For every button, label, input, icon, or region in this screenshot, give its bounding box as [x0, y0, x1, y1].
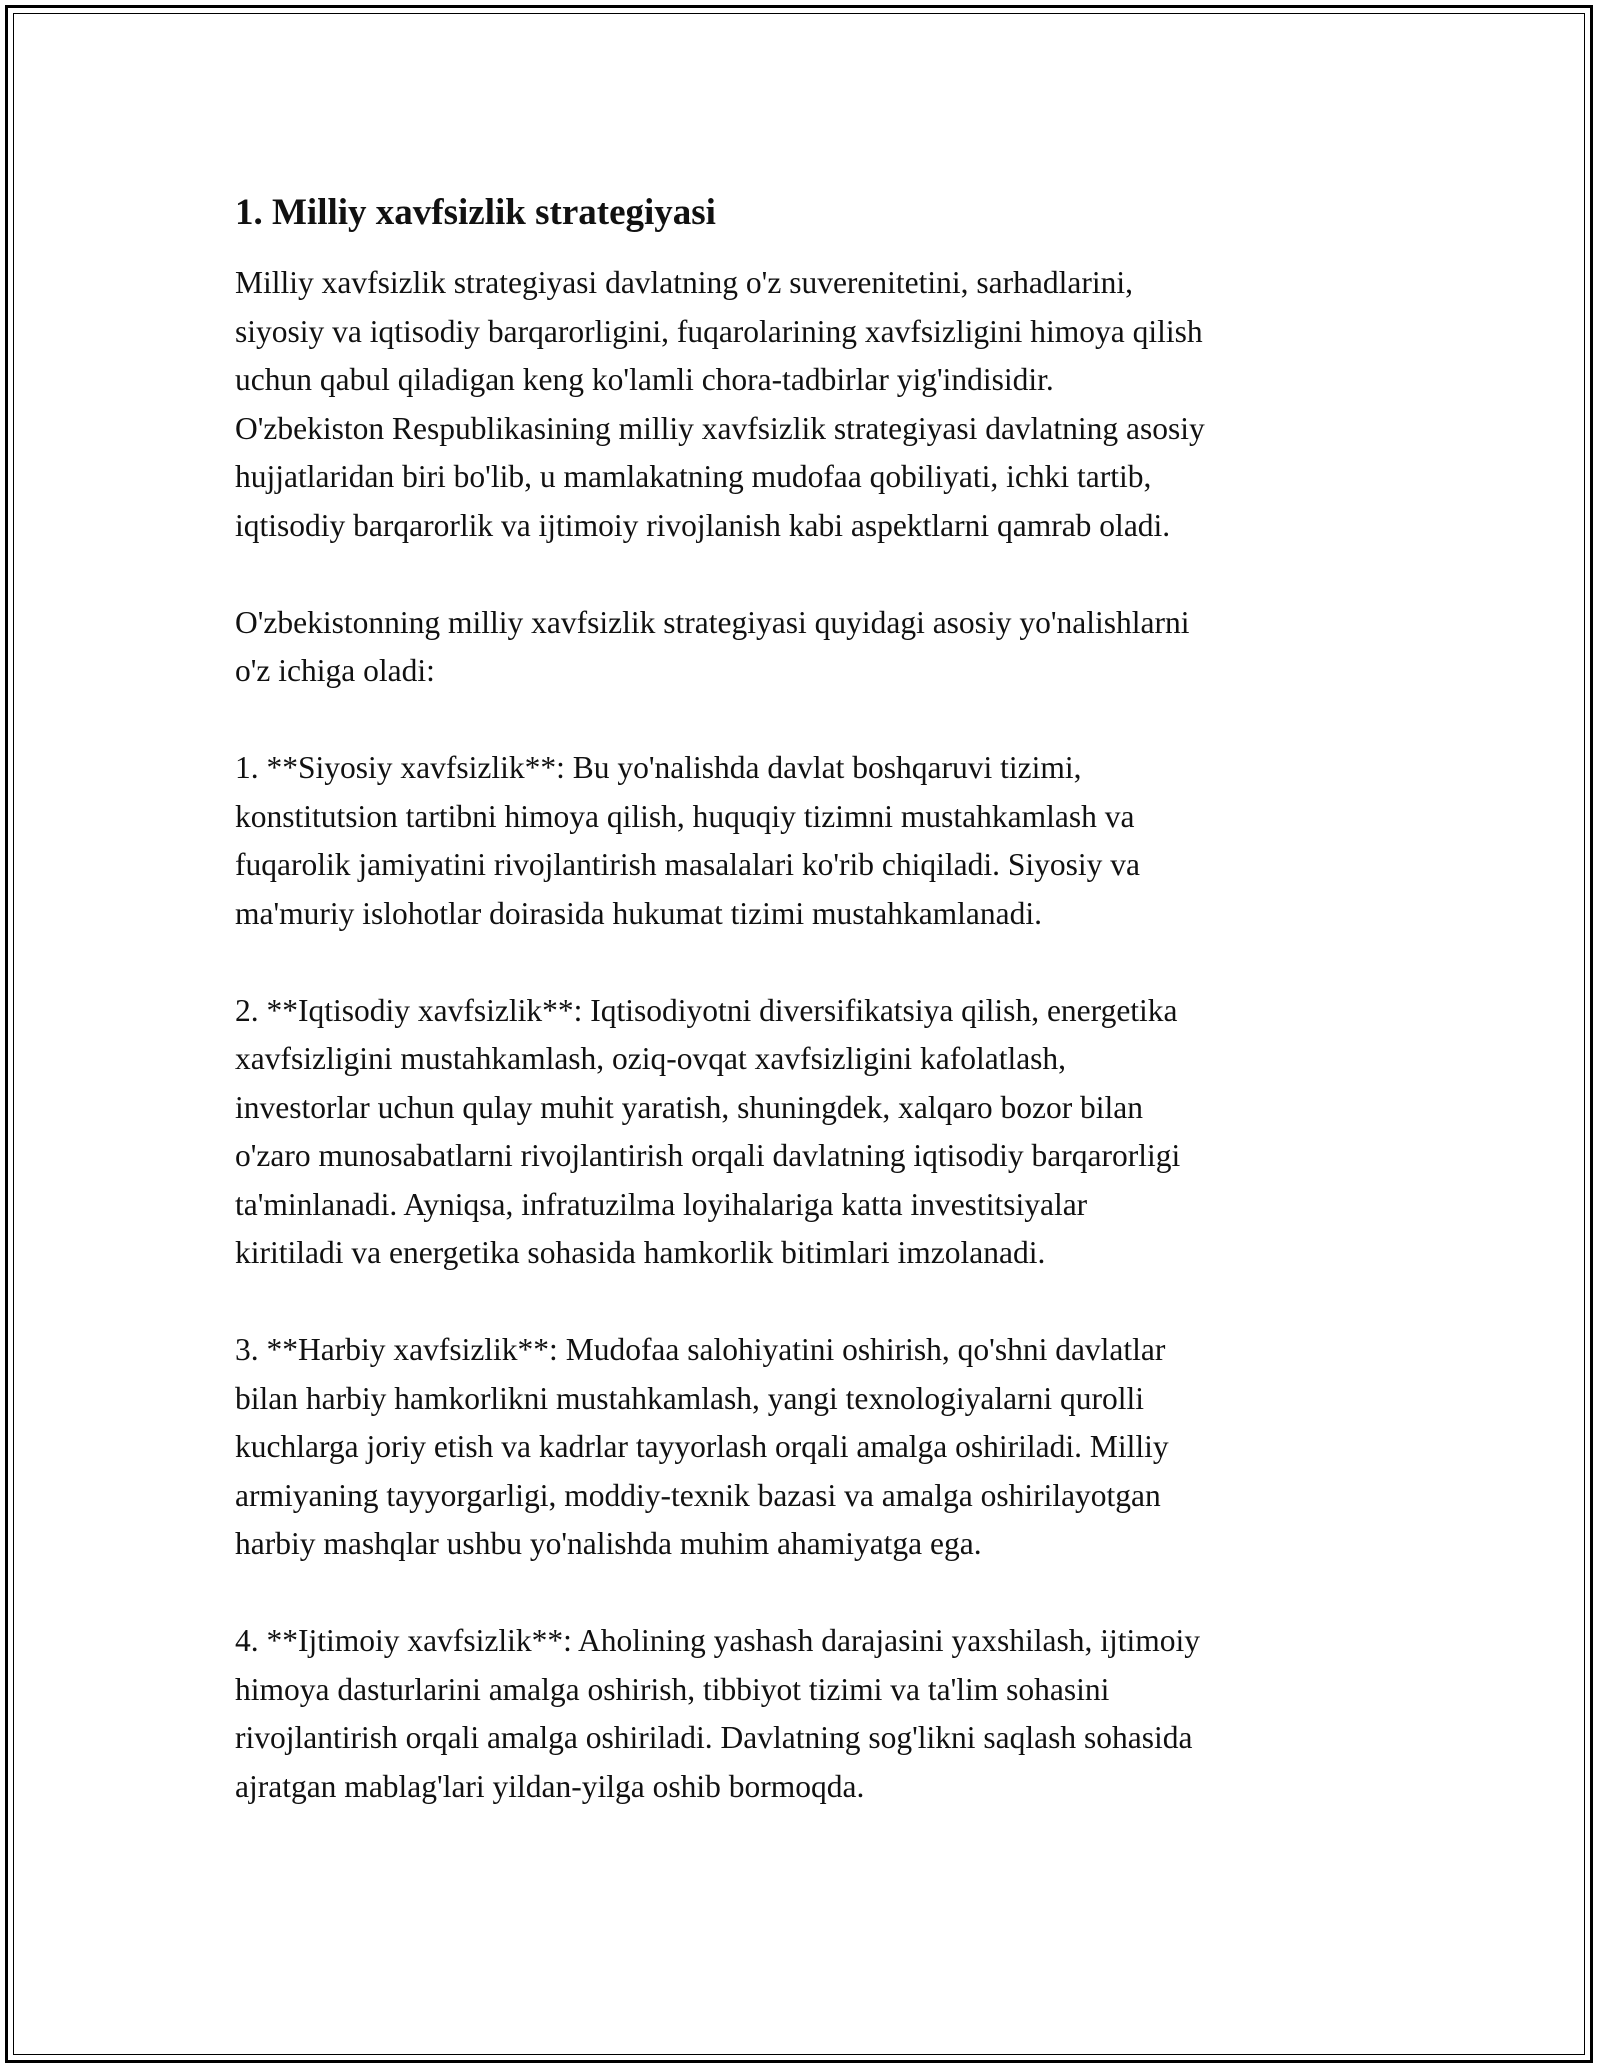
paragraph-social-security: 4. **Ijtimoiy xavfsizlik**: Aholining yashash darajasini yaxshilash, ijtimoiy himoya dasturlarini amalga oshirish, tibbiyot tizimi va ta'lim sohasini rivojlantirish orqali amalga oshiriladi. Davlatning sog'likni saqlash sohasida ajratgan mablag'lari yildan-yilga oshib bormoqda. [235, 1623, 1201, 1804]
paragraph-political-security: 1. **Siyosiy xavfsizlik**: Bu yo'nalishda davlat boshqaruvi tizimi, konstitutsion tartibni himoya qilish, huquqiy tizimni mustahkamlash va fuqarolik jamiyatini rivojlantirish masalalari ko'rib chiqiladi. Siyosiy va ma'muriy islohotlar doirasida hukumat tizimi mustahkamlanadi. [235, 750, 1140, 931]
document-body [235, 185, 1385, 1860]
paragraph-directions-intro: O'zbekistonning milliy xavfsizlik strategiyasi quyidagi asosiy yo'nalishlarni o'z ichiga oladi: [235, 604, 1190, 688]
section-heading: 1. Milliy xavfsizlik strategiyasi [235, 192, 716, 233]
paragraph-intro: Milliy xavfsizlik strategiyasi davlatning o'z suverenitetini, sarhadlarini, siyosiy va iqtisodiy barqarorligini, fuqarolarining xavfsizligini himoya qilish uchun qabul qiladigan keng ko'lamli chora-tadbirlar yig'indisidir. O'zbekiston Respublikasining milliy xavfsizlik strategiyasi davlatning asosiy hujjatlaridan biri bo'lib, u mamlakatning mudofaa qobiliyati, ichki tartib, iqtisodiy barqarorlik va ijtimoiy rivojlanish kabi aspektlarni qamrab oladi. [235, 265, 1205, 543]
paragraph-economic-security: 2. **Iqtisodiy xavfsizlik**: Iqtisodiyotni diversifikatsiya qilish, energetika xavfsizligini mustahkamlash, oziq-ovqat xavfsizligini kafolatlash, investorlar uchun qulay muhit yaratish, shuningdek, xalqaro bozor bilan o'zaro munosabatlarni rivojlantirish orqali davlatning iqtisodiy barqarorligi ta'minlanadi. Ayniqsa, infratuzilma loyihalariga katta investitsiyalar kiritiladi va energetika sohasida hamkorlik bitimlari imzolanadi. [235, 992, 1181, 1270]
paragraph-military-security: 3. **Harbiy xavfsizlik**: Mudofaa salohiyatini oshirish, qo'shni davlatlar bilan harbiy hamkorlikni mustahkamlash, yangi texnologiyalarni qurolli kuchlarga joriy etish va kadrlar tayyorlash orqali amalga oshiriladi. Milliy armiyaning tayyorgarligi, moddiy-texnik bazasi va amalga oshirilayotgan harbiy mashqlar ushbu yo'nalishda muhim ahamiyatga ega. [235, 1332, 1169, 1561]
